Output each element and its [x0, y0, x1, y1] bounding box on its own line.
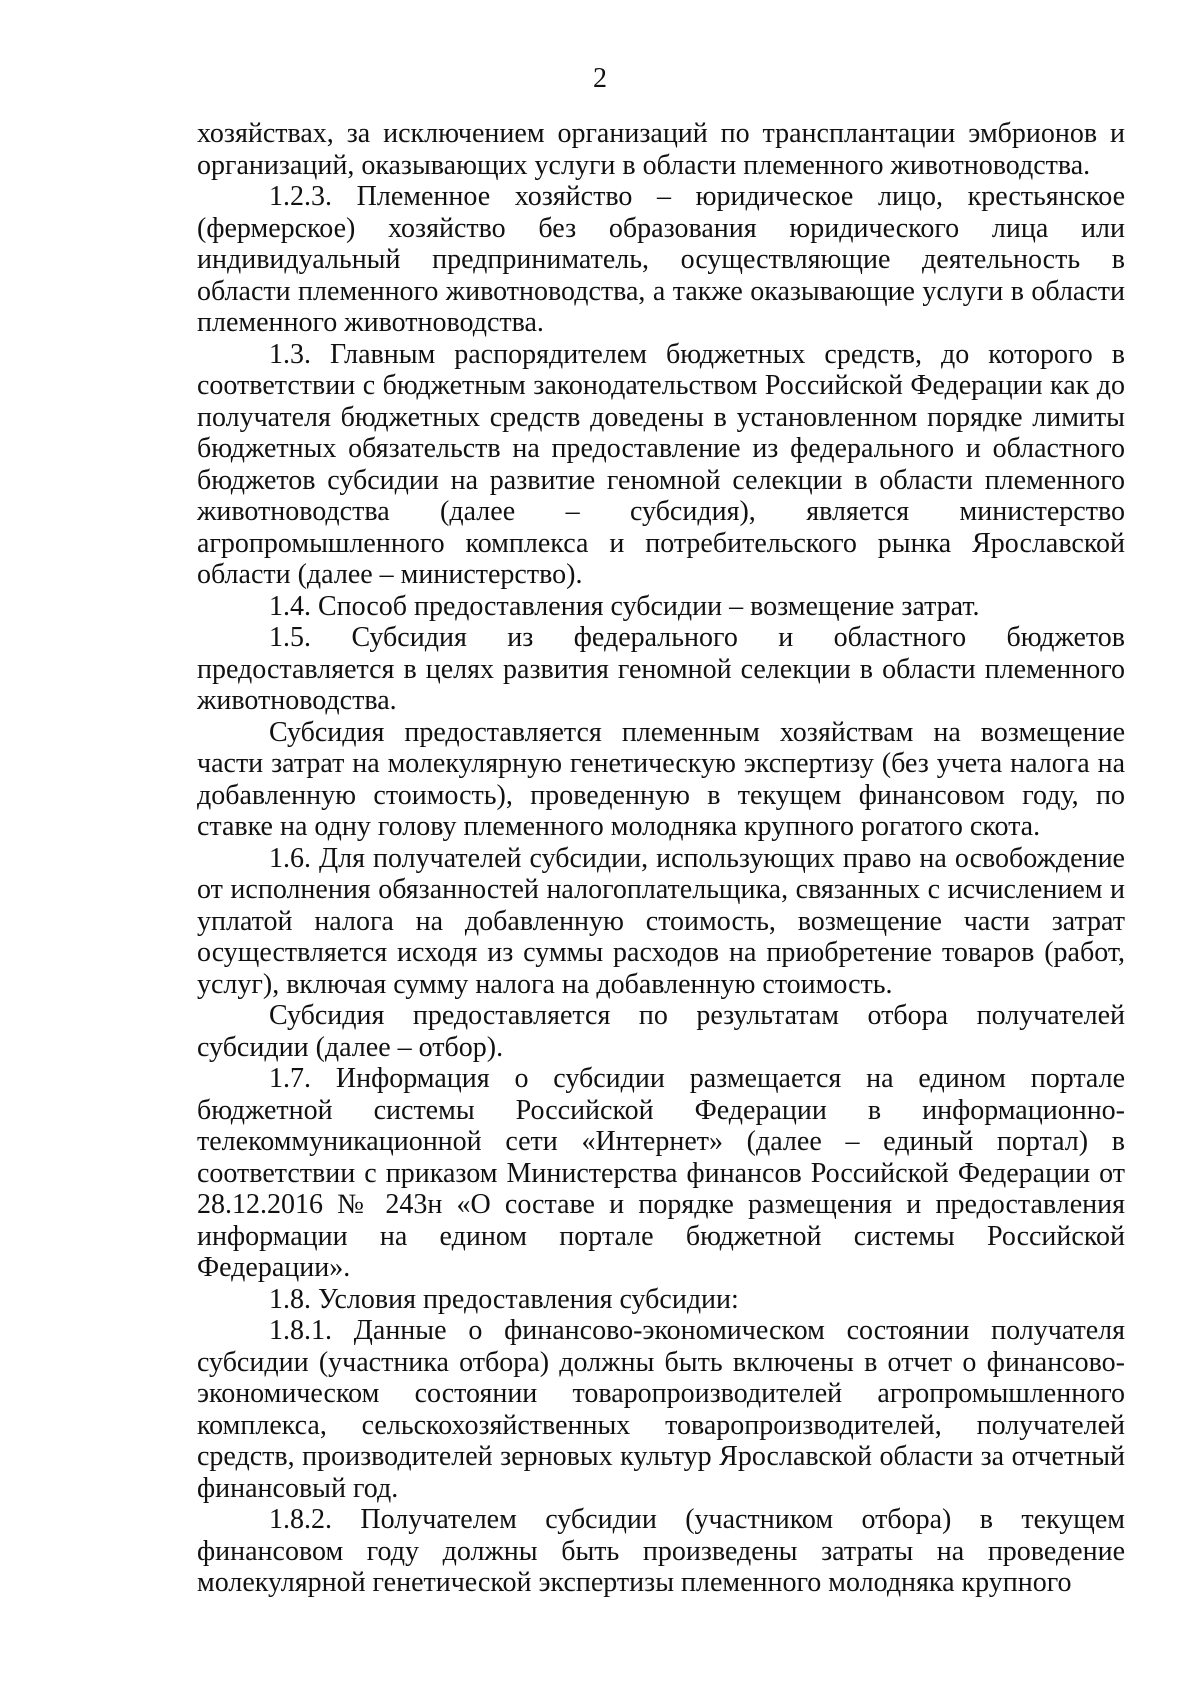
document-body: [197, 118, 1125, 1599]
paragraph-1-5-subsidy: Субсидия предоставляется племенным хозяйствам на возмещение части затрат на молекулярную генетическую экспертизу (без учета налога на добавленную стоимость), проведенную в текущем финансовом году, по ставке на одну голову племенного молодняка крупного рогатого скота.: [197, 716, 1125, 842]
paragraph-1-8: 1.8. Условия предоставления субсидии:: [269, 1283, 739, 1315]
paragraph-1-4: 1.4. Способ предоставления субсидии – возмещение затрат.: [269, 590, 980, 622]
paragraph-1-5: 1.5. Субсидия из федерального и областного бюджетов предоставляется в целях развития геномной селекции в области племенного животноводства.: [197, 622, 1125, 716]
paragraph-1-8-1: 1.8.1. Данные о финансово-экономическом состоянии получателя субсидии (участника отбора) должны быть включены в отчет о финансово-экономическом состоянии товаропроизводителей агропромышленного комплекса, сельскохозяйственных товаропроизводителей, получателей средств, производителей зерновых культур Ярославской области за отчетный финансовый год.: [197, 1315, 1125, 1504]
paragraph-1-7: 1.7. Информация о субсидии размещается на едином портале бюджетной системы Российской Федерации в информационно-телекоммуникационной сети «Интернет» (далее – единый портал) в соответствии с приказом Министерства финансов Российской Федерации от 28.12.2016 № 243н «О составе и порядке размещения и предоставления информации на едином портале бюджетной системы Российской Федерации».: [197, 1063, 1125, 1283]
paragraph-1-8-2: 1.8.2. Получателем субсидии (участником отбора) в текущем финансовом году должны быть произведены затраты на проведение молекулярной генетической экспертизы племенного молодняка крупного: [197, 1504, 1125, 1598]
paragraph-continuation: хозяйствах, за исключением организаций по трансплантации эмбрионов и организаций, оказывающих услуги в области племенного животноводства.: [197, 118, 1125, 181]
paragraph-1-6: 1.6. Для получателей субсидии, использующих право на освобождение от исполнения обязанностей налогоплательщика, связанных с исчислением и уплатой налога на добавленную стоимость, возмещение части затрат осуществляется исходя из суммы расходов на приобретение товаров (работ, услуг), включая сумму налога на добавленную стоимость.: [197, 842, 1125, 1000]
paragraph-1-2-3: 1.2.3. Племенное хозяйство – юридическое лицо, крестьянское (фермерское) хозяйство без образования юридического лица или индивидуальный предприниматель, осуществляющие деятельность в области племенного животноводства, а также оказывающие услуги в области племенного животноводства.: [197, 181, 1125, 338]
page-number: 2: [593, 63, 607, 94]
paragraph-1-3: 1.3. Главным распорядителем бюджетных средств, до которого в соответствии с бюджетным законодательством Российской Федерации как до получателя бюджетных средств доведены в установленном порядке лимиты бюджетных обязательств на предоставление из федерального и областного бюджетов субсидии на развитие геномной селекции в области племенного животноводства (далее – субсидия), является министерство агропромышленного комплекса и потребительского рынка Ярославской области (далее – министерство).: [197, 338, 1125, 590]
paragraph-1-6-selection: Субсидия предоставляется по результатам отбора получателей субсидии (далее – отбор).: [197, 1000, 1125, 1063]
